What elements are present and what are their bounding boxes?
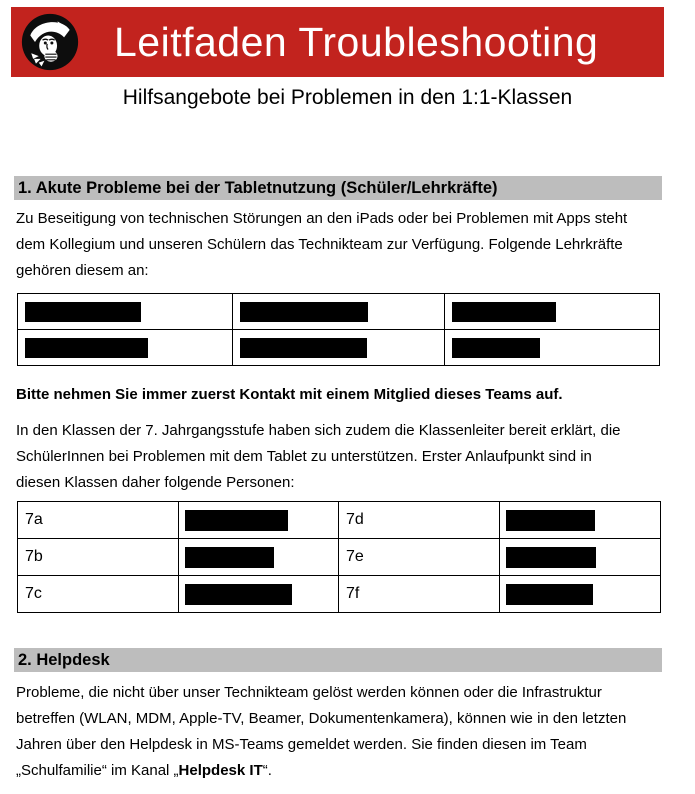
text-line: In den Klassen der 7. Jahrgangsstufe haben sich zudem die Klassenleiter bereit erklärt, die xyxy=(16,422,621,439)
table-cell xyxy=(179,502,339,539)
redacted-name xyxy=(452,302,556,322)
section-1-classes-paragraph xyxy=(16,418,680,496)
contact-note xyxy=(16,382,680,408)
redacted-name xyxy=(506,584,593,605)
text-line: diesen Klassen daher folgende Personen: xyxy=(16,474,295,491)
redacted-name xyxy=(185,584,292,605)
class-label-cell: 7d xyxy=(339,502,500,539)
class-label-cell: 7e xyxy=(339,539,500,576)
table-cell xyxy=(18,294,233,330)
text-line: Bitte nehmen Sie immer zuerst Kontakt mit einem Mitglied dieses Teams auf. xyxy=(16,386,563,403)
class-label-cell: 7f xyxy=(339,576,500,613)
text-line: Jahren über den Helpdesk in MS-Teams gemeldet werden. Sie finden diesen im Team xyxy=(16,736,587,753)
table-row xyxy=(18,294,660,330)
table-cell xyxy=(445,330,660,366)
class-leaders-table xyxy=(17,501,661,613)
class-label-cell: 7c xyxy=(18,576,179,613)
document-subtitle: Hilfsangebote bei Problemen in den 1:1-Klassen xyxy=(122,86,573,109)
table-row xyxy=(18,576,661,613)
text-line: gehören diesem an: xyxy=(16,262,149,279)
section-2-heading: 2. Helpdesk xyxy=(14,648,662,672)
redacted-name xyxy=(506,510,595,531)
redacted-name xyxy=(185,547,274,568)
redacted-name xyxy=(240,302,368,322)
technik-team-table xyxy=(17,293,660,366)
table-cell xyxy=(18,330,233,366)
table-cell xyxy=(233,330,445,366)
table-row xyxy=(18,502,661,539)
redacted-name xyxy=(452,338,540,358)
table-cell xyxy=(445,294,660,330)
redacted-name xyxy=(25,338,148,358)
document-title: Leitfaden Troubleshooting xyxy=(114,19,599,65)
table-row xyxy=(18,330,660,366)
table-cell xyxy=(500,576,661,613)
document-header-banner xyxy=(11,7,664,77)
text-segment: “. xyxy=(262,762,272,779)
text-line: SchülerInnen bei Problemen mit dem Tablet zu unterstützen. Erster Anlaufpunkt sind in xyxy=(16,448,592,465)
redacted-name xyxy=(240,338,367,358)
table-cell xyxy=(179,576,339,613)
class-label-cell: 7a xyxy=(18,502,179,539)
redacted-name xyxy=(506,547,596,568)
text-line: Probleme, die nicht über unser Technikteam gelöst werden können oder die Infrastruktur xyxy=(16,684,602,701)
table-cell xyxy=(233,294,445,330)
section-2-paragraph xyxy=(16,680,680,784)
table-cell xyxy=(500,502,661,539)
school-logo-icon xyxy=(20,12,80,72)
class-label-cell: 7b xyxy=(18,539,179,576)
text-segment: „Schulfamilie“ im Kanal „ xyxy=(16,762,179,779)
helpdesk-it-bold: Helpdesk IT xyxy=(178,762,263,779)
table-row xyxy=(18,539,661,576)
text-line: betreffen (WLAN, MDM, Apple-TV, Beamer, Dokumentenkamera), können wie in den letzten xyxy=(16,710,627,727)
redacted-name xyxy=(185,510,288,531)
table-cell xyxy=(179,539,339,576)
section-1-heading: 1. Akute Probleme bei der Tabletnutzung (Schüler/Lehrkräfte) xyxy=(14,176,662,200)
text-line: dem Kollegium und unseren Schülern das Technikteam zur Verfügung. Folgende Lehrkräfte xyxy=(16,236,623,253)
redacted-name xyxy=(25,302,141,322)
table-cell xyxy=(500,539,661,576)
text-line: Zu Beseitigung von technischen Störungen an den iPads oder bei Problemen mit Apps steht xyxy=(16,210,628,227)
text-line-mixed xyxy=(16,758,680,784)
section-1-intro-paragraph xyxy=(16,206,680,284)
